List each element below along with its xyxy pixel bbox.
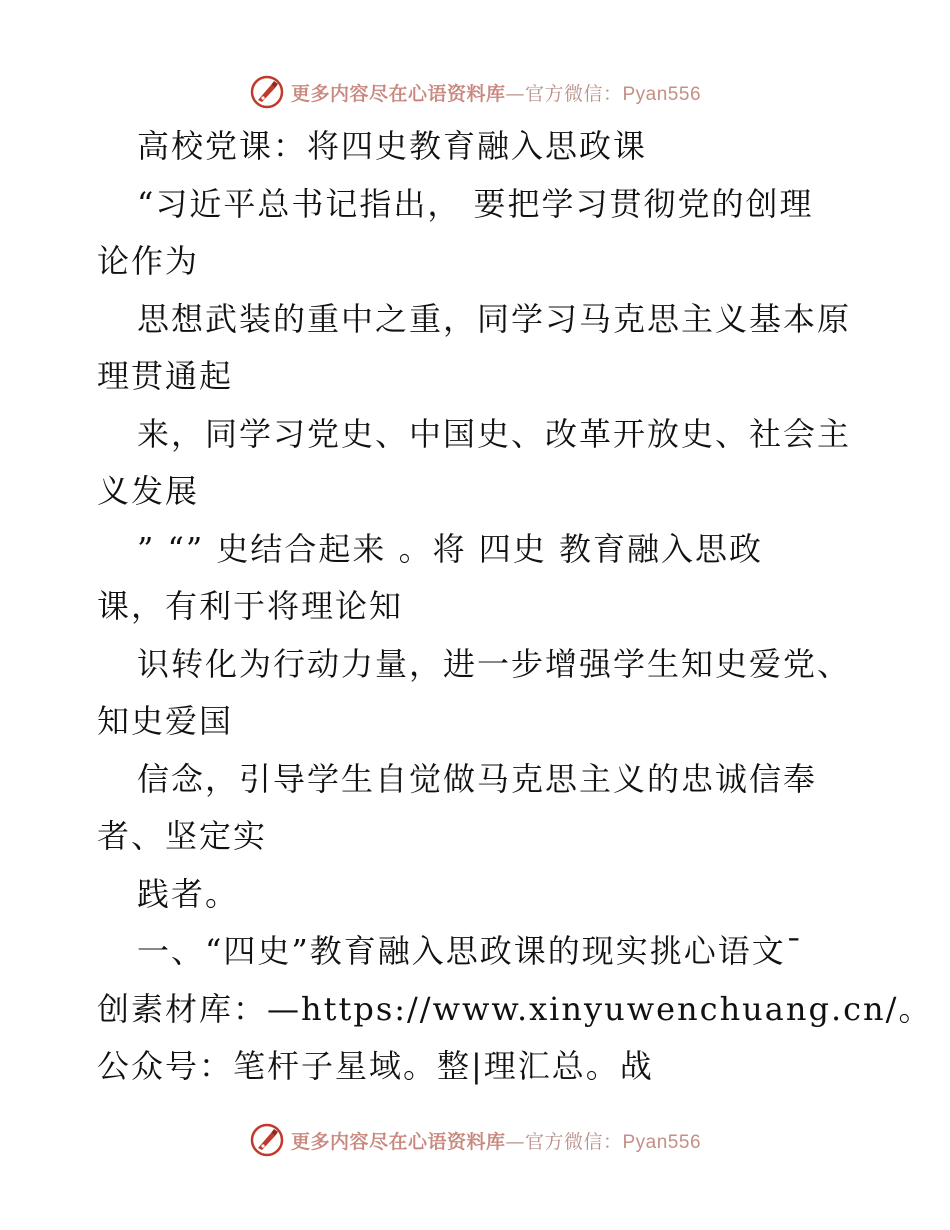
section-heading-line: 一、“四史”教育融入思政课的现实挑心语文¯ [137, 932, 804, 970]
header-banner-slogan: 更多内容尽在心语资料库 [290, 82, 506, 105]
footer-banner-text [291, 1127, 701, 1154]
paragraph-line: 知史爱国 [97, 702, 234, 740]
source-url-line: 创素材库：—https://www.xinyuwenchuang.cn/。 [97, 989, 933, 1028]
header-banner-separator: — [505, 82, 525, 105]
footer-banner-separator: — [505, 1130, 525, 1153]
header-banner-wechat-id: Pyan556 [622, 83, 702, 105]
pen-nib-logo-icon [249, 1122, 285, 1158]
paragraph-line: 论作为 [97, 242, 200, 280]
paragraph-line: 义发展 [97, 472, 200, 510]
paragraph-line: 思想武装的重中之重，同学习马克思主义基本原 [137, 299, 852, 338]
footer-banner-slogan: 更多内容尽在心语资料库 [290, 1130, 506, 1153]
paragraph-line: 来，同学习党史、中国史、改革开放史、社会主 [137, 414, 852, 453]
header-banner-wechat-label: 官方微信： [524, 82, 623, 105]
footer-banner-wechat-label: 官方微信： [524, 1130, 623, 1153]
paragraph-line: 理贯通起 [97, 357, 234, 395]
paragraph-line: “习近平总书记指出， 要把学习贯彻党的创理 [137, 184, 814, 223]
paragraph-line: 践者。 [137, 874, 240, 913]
paragraph-line: 者、坚定实 [97, 817, 268, 855]
paragraph-line: 公众号：笔杆子星域。整|理汇总。战 [97, 1047, 654, 1085]
pen-nib-logo-icon [249, 74, 285, 110]
footer-banner-wechat-id: Pyan556 [622, 1131, 702, 1153]
document-body [97, 118, 933, 1096]
document-title: 高校党课：将四史教育融入思政课 [137, 127, 648, 165]
header-banner [0, 72, 950, 112]
header-banner-text [291, 79, 701, 106]
paragraph-line: 识转化为行动力量，进一步增强学生知史爱党、 [137, 644, 852, 683]
footer-banner [0, 1120, 950, 1160]
paragraph-line: 信念，引导学生自觉做马克思主义的忠诚信奉 [137, 759, 818, 798]
paragraph-line: ” “” 史结合起来 。将 四史 教育融入思政 [137, 529, 763, 568]
paragraph-line: 课，有利于将理论知 [97, 587, 404, 625]
